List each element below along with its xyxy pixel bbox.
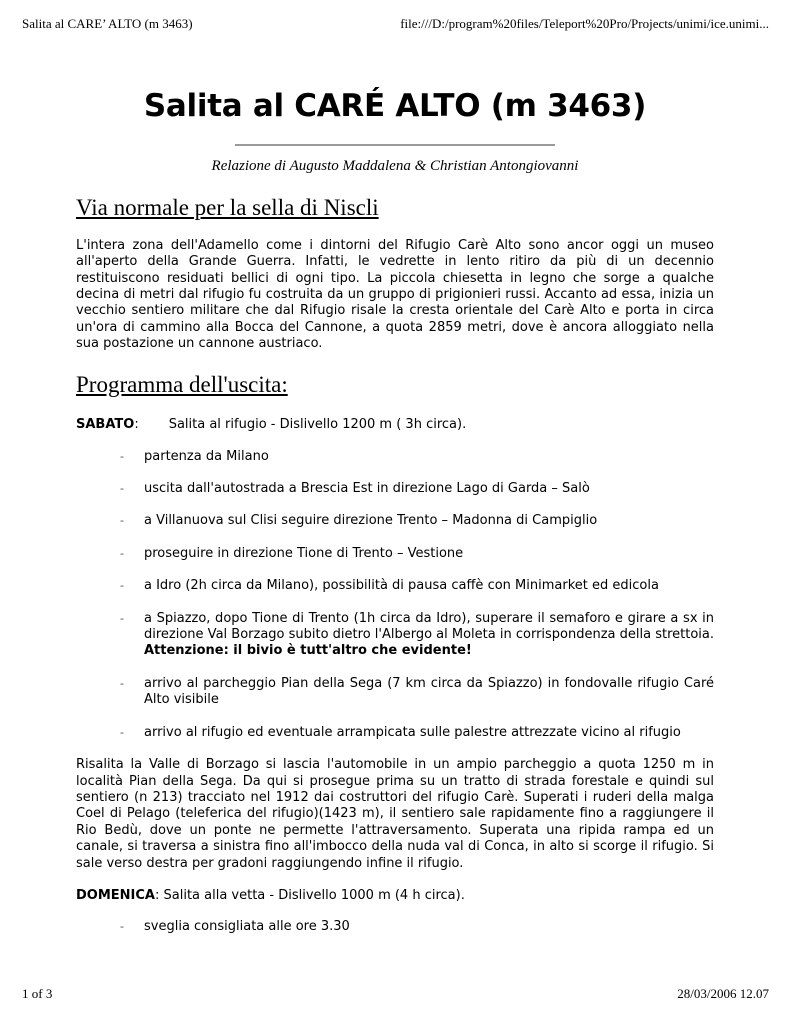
sunday-label: DOMENICA	[76, 887, 155, 903]
document-subtitle: Relazione di Augusto Maddalena & Christian Antongiovanni	[211, 158, 579, 175]
list-item-text: partenza da Milano	[144, 448, 269, 464]
print-datetime: 28/03/2006 12.07	[677, 986, 769, 1001]
document-body	[76, 88, 714, 936]
sunday-list	[76, 919, 714, 935]
section-heading-program: Programma dell'uscita:	[76, 371, 288, 397]
title-divider	[235, 144, 555, 146]
dash-bullet: -	[120, 579, 124, 593]
saturday-text: Salita al rifugio - Dislivello 1200 m ( 3h circa).	[168, 417, 467, 433]
list-item	[76, 481, 714, 497]
list-item-text: sveglia consigliata alle ore 3.30	[144, 919, 350, 935]
list-item	[76, 513, 714, 529]
intro-paragraph: L'intera zona dell'Adamello come i dintorni del Rifugio Carè Alto sono ancor oggi un museo all'aperto della Grande Guerra. Infatti, le vedrette in lento ritiro da più di un decennio restituiscono residuati bellici di ogni tipo. La piccola chiesetta in legno che sorge a qualche decina di metri dal rifugio fu costruita da un gruppo di prigionieri russi. Accanto ad essa, inizia un vecchio sentiero militare che dal Rifugio risale la cresta orientale del Carè Alto e porta in circa un'ora di cammino alla Bocca del Cannone, a quota 2859 metri, dove è ancora alloggiato nella sua postazione un cannone austriaco.	[76, 237, 714, 352]
list-item-text: proseguire in direzione Tione di Trento – Vestione	[144, 545, 464, 561]
list-item	[76, 611, 714, 660]
list-item-text: a Spiazzo, dopo Tione di Trento (1h circa da Idro), superare il semaforo e girare a sx in direzione Val Borzago subito dietro l'Albergo al Moleta in corrispondenza della strettoia.	[144, 610, 715, 643]
saturday-list	[76, 449, 714, 741]
sunday-text: : Salita alla vetta - Dislivello 1000 m (4 h circa).	[154, 887, 465, 903]
trek-paragraph: Risalita la Valle di Borzago si lascia l'automobile in un ampio parcheggio a quota 1250 m in località Pian della Sega. Da qui si prosegue prima su un tratto di strada forestale e quindi sul sentiero (n 213) tracciato nel 1912 dai costruttori del rifugio Carè. Superati i ruderi della malga Coel di Pelago (teleferica del rifugio)(1423 m), il sentiero sale rapidamente fino a raggiungere il Rio Bedù, dove un ponte ne permette l'attraversamento. Superata una ripida rampa ed un canale, si traversa a sinistra fino all'imbocco della nuda val di Conca, in alto si scorge il rifugio. Si sale verso destra per gradoni raggiungendo infine il rifugio.	[76, 757, 714, 871]
sunday-line	[76, 888, 714, 904]
dash-bullet: -	[120, 920, 124, 934]
dash-bullet: -	[120, 514, 124, 528]
page-url: file:///D:/program%20files/Teleport%20Pro/Projects/unimi/ice.unimi...	[400, 16, 769, 31]
document-title: Salita al CARÉ ALTO (m 3463)	[143, 88, 647, 124]
dash-bullet: -	[120, 725, 124, 739]
list-item-text: arrivo al parcheggio Pian della Sega (7 km circa da Spiazzo) in fondovalle rifugio Caré Alto visibile	[144, 675, 714, 708]
page-counter: 1 of 3	[22, 986, 53, 1001]
dash-bullet: -	[120, 482, 124, 496]
list-item-text: a Villanuova sul Clisi seguire direzione Trento – Madonna di Campiglio	[144, 513, 598, 529]
list-item-text: a Idro (2h circa da Milano), possibilità di pausa caffè con Minimarket ed edicola	[144, 578, 659, 594]
list-item-text: arrivo al rifugio ed eventuale arrampicata sulle palestre attrezzate vicino al rifugio	[144, 724, 681, 740]
dash-bullet: -	[120, 611, 124, 625]
dash-bullet: -	[120, 546, 124, 560]
list-item-text: uscita dall'autostrada a Brescia Est in direzione Lago di Garda – Salò	[144, 481, 590, 497]
list-item	[76, 676, 714, 709]
list-item	[76, 449, 714, 465]
saturday-label: SABATO	[76, 417, 135, 433]
dash-bullet: -	[120, 676, 124, 690]
saturday-colon: :	[134, 417, 139, 433]
list-item	[76, 919, 714, 935]
saturday-line	[76, 417, 714, 433]
warning-text: Attenzione: il bivio è tutt'altro che evidente!	[144, 643, 472, 659]
dash-bullet: -	[120, 449, 124, 463]
section-heading-route: Via normale per la sella di Niscli	[76, 195, 379, 221]
list-item	[76, 578, 714, 594]
browser-page-title: Salita al CARE’ ALTO (m 3463)	[22, 16, 193, 31]
list-item	[76, 546, 714, 562]
list-item	[76, 725, 714, 741]
